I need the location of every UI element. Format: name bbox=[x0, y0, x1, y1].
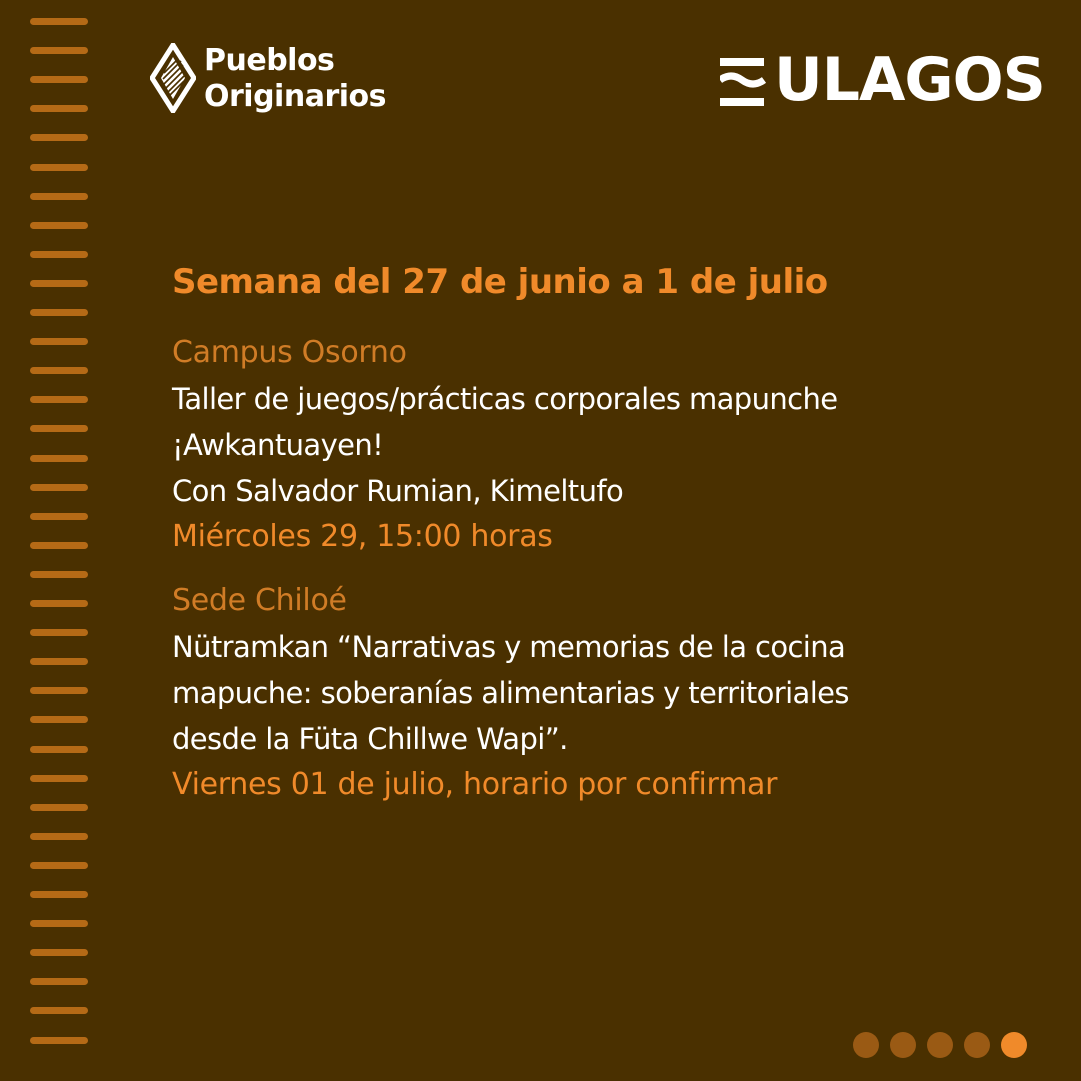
decorative-stripe bbox=[30, 1007, 88, 1014]
decorative-stripe bbox=[30, 513, 88, 520]
event-block bbox=[172, 330, 1052, 560]
decorative-stripe bbox=[30, 804, 88, 811]
decorative-stripe bbox=[30, 309, 88, 316]
event-datetime: Miércoles 29, 15:00 horas bbox=[172, 519, 553, 554]
decorative-stripe bbox=[30, 47, 88, 54]
decorative-stripe bbox=[30, 629, 88, 636]
decorative-stripe bbox=[30, 338, 88, 345]
logo-line-1: Pueblos bbox=[204, 43, 335, 78]
event-description-line: Con Salvador Rumian, Kimeltufo bbox=[172, 474, 624, 508]
week-title: Semana del 27 de junio a 1 de julio bbox=[172, 262, 828, 302]
pueblos-originarios-logo bbox=[150, 43, 420, 123]
decorative-stripe bbox=[30, 687, 88, 694]
decorative-stripe bbox=[30, 367, 88, 374]
logo-line-2: Originarios bbox=[204, 79, 386, 114]
decorative-stripe bbox=[30, 222, 88, 229]
event-campus: Campus Osorno bbox=[172, 335, 407, 370]
diamond-pattern-icon bbox=[150, 43, 196, 113]
pagination-dot[interactable] bbox=[853, 1032, 879, 1058]
decorative-stripe bbox=[30, 193, 88, 200]
event-description-line: ¡Awkantuayen! bbox=[172, 428, 384, 462]
decorative-stripe bbox=[30, 134, 88, 141]
decorative-stripe bbox=[30, 658, 88, 665]
pagination-dot[interactable] bbox=[964, 1032, 990, 1058]
event-block bbox=[172, 578, 1052, 808]
decorative-stripe bbox=[30, 833, 88, 840]
logo-wordmark bbox=[204, 43, 386, 115]
decorative-stripe bbox=[30, 164, 88, 171]
event-datetime: Viernes 01 de julio, horario por confirmar bbox=[172, 767, 778, 802]
decorative-stripe bbox=[30, 105, 88, 112]
pagination-dot-active[interactable] bbox=[1001, 1032, 1027, 1058]
decorative-stripe bbox=[30, 716, 88, 723]
decorative-stripe bbox=[30, 280, 88, 287]
decorative-stripe bbox=[30, 455, 88, 462]
decorative-stripe bbox=[30, 978, 88, 985]
event-campus: Sede Chiloé bbox=[172, 583, 347, 618]
ulagos-wordmark: ULAGOS bbox=[774, 45, 1045, 115]
decorative-stripe bbox=[30, 18, 88, 25]
decorative-stripe bbox=[30, 542, 88, 549]
decorative-stripe bbox=[30, 949, 88, 956]
event-description-line: desde la Füta Chillwe Wapi”. bbox=[172, 722, 568, 756]
decorative-stripe bbox=[30, 251, 88, 258]
decorative-stripe bbox=[30, 76, 88, 83]
decorative-stripe bbox=[30, 571, 88, 578]
event-description-line: Taller de juegos/prácticas corporales mapunche bbox=[172, 382, 838, 416]
event-description-line: mapuche: soberanías alimentarias y territoriales bbox=[172, 676, 849, 710]
decorative-left-border bbox=[30, 18, 94, 1068]
event-announcement bbox=[172, 260, 1052, 826]
decorative-stripe bbox=[30, 891, 88, 898]
decorative-stripe bbox=[30, 862, 88, 869]
decorative-stripe bbox=[30, 746, 88, 753]
pagination-dot[interactable] bbox=[890, 1032, 916, 1058]
decorative-stripe bbox=[30, 484, 88, 491]
decorative-stripe bbox=[30, 425, 88, 432]
event-description-line: Nütramkan “Narrativas y memorias de la cocina bbox=[172, 630, 846, 664]
carousel-pagination bbox=[853, 1032, 1027, 1058]
decorative-stripe bbox=[30, 920, 88, 927]
ulagos-logo bbox=[720, 45, 1045, 115]
decorative-stripe bbox=[30, 396, 88, 403]
decorative-stripe bbox=[30, 775, 88, 782]
waves-icon bbox=[720, 56, 766, 108]
pagination-dot[interactable] bbox=[927, 1032, 953, 1058]
decorative-stripe bbox=[30, 1037, 88, 1044]
decorative-stripe bbox=[30, 600, 88, 607]
